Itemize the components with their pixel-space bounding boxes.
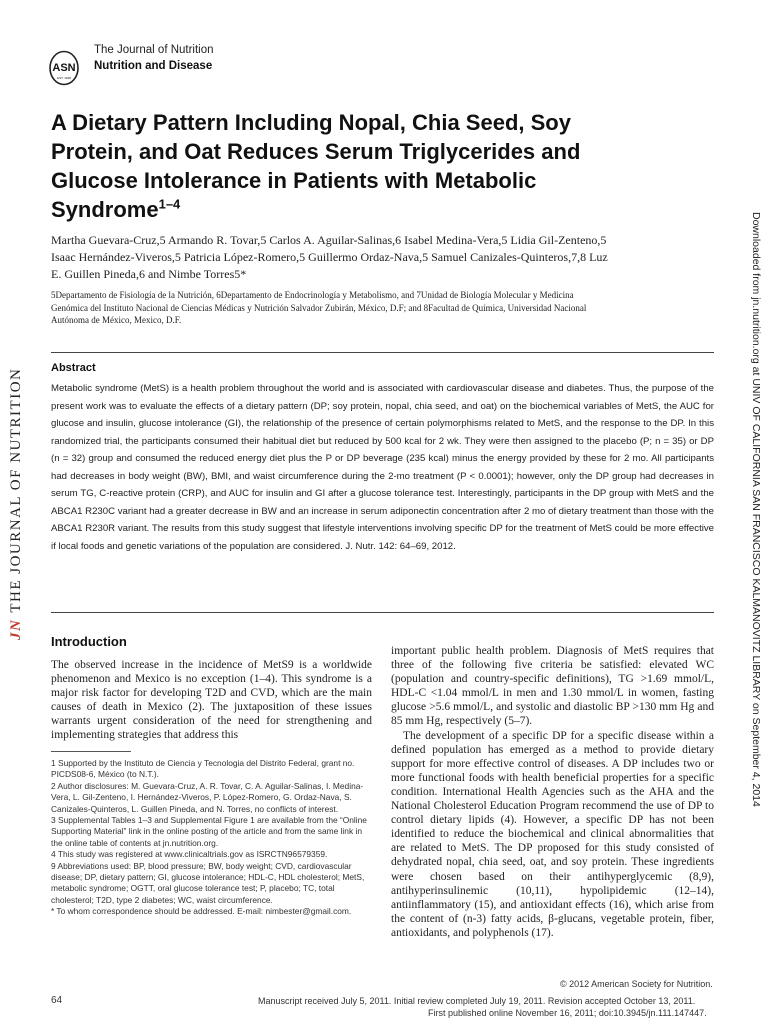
footnote-item: 2 Author disclosures: M. Guevara-Cruz, A. R. Tovar, C. A. Aguilar-Salinas, I. Medina-Vera, L. Gil-Zenteno, I. Hernández-Viveros, P. López-Romero, G. Ordaz-Nava, S. Canizales-Quinteros, L. Guillen Pineda, and N. Torres, no conflicts of interest.: [51, 780, 364, 814]
article-title: [51, 108, 611, 224]
title-footnote-marks: 1–4: [158, 196, 181, 212]
intro-right-paragraph-2: The development of a specific DP for a specific disease within a defined population has emerged as a method to provide dietary support for more effective control of diseases. A DP includes two or more functional foods with health beneficial properties for a specific condition. International Health Agencies such as the AHA and the National Cholesterol Education Program recommend the use of DP to control dietary lipids (4). However, a specific DP has not been identified to reduce the biochemical and clinical abnormalities that are related to MetS. The DP proposed for this study consisted of dehydrated nopal, chia seed, oat, and soy protein. These ingredients were chosen based on their antihyperglycemic (8,9), antihyperinsulinemic (10,11), hypolipidemic (12–14), antiinflammatory (15), and antioxidant effects (16), which arise from the content of (n-3) fatty acids, β-glucans, vegetable protein, fiber, antioxidants, and polyphenols (17).: [391, 729, 714, 939]
abstract-heading: Abstract: [51, 362, 96, 374]
abstract-body: Metabolic syndrome (MetS) is a health problem throughout the world and is associated with cardiovascular disease and diabetes. Thus, the purpose of the present work was to evaluate the effects of a dietary pattern (DP; soy protein, nopal, chia seed, and oat) on the biochemical variables of MetS, the AUC for glucose and insulin, glucose intolerance (GI), the relationship of the presence of certain polymorphisms related to MetS, and the response to the DP. In this randomized trial, the participants consumed their habitual diet but reduced by 500 kcal for 2 wk. They were then assigned to the placebo (P; n = 35) or DP (n = 32) group and consumed the reduced energy diet plus the P or DP beverage (235 kcal) minus the energy provided by these for 2 mo. All participants had decreases in body weight (BW), BMI, and waist circumference during the 2-mo treatment (P < 0.0001); however, only the DP group had decreases in serum TG, C-reactive protein (CRP), and AUC for insulin and GI after a glucose tolerance test. Interestingly, participants in the DP group with MetS and the ABCA1 R230C variant had a greater decrease in BW and an increase in serum adiponectin concentration after 2 mo of dietary treatment than those with the ABCA1 R230R variant. The results from this study suggest that lifestyle interventions involving specific DP for the treatment of MetS could be more effective if local foods and genetic variations of the population are considered. J. Nutr. 142: 64–69, 2012.: [51, 383, 714, 552]
page-number: 64: [51, 995, 63, 1006]
footnote-item: 3 Supplemental Tables 1–3 and Supplemental Figure 1 are available from the “Online Supporting Material” link in the online posting of the article and from the same link in the online table of contents at jn.nutrition.org.: [51, 815, 367, 848]
section-name: Nutrition and Disease: [94, 60, 213, 72]
footnote-rule: [51, 751, 131, 752]
abstract-top-rule: [51, 352, 714, 353]
asn-logo-subtext: EST. 1928: [57, 76, 71, 80]
journal-name: The Journal of Nutrition: [94, 44, 214, 56]
intro-right-column: [391, 644, 714, 940]
footnote-item: 4 This study was registered at www.clinicaltrials.gov as ISRCTN96579359.: [51, 849, 328, 860]
intro-left-paragraph: The observed increase in the incidence of MetS9 is a worldwide phenomenon and Mexico is no exception (1–4). This syndrome is a major risk factor for developing T2D and CVD, which are the main causes of death in Mexico (2). The juxtaposition of these issues warrants urgent consideration of the need for strengthening and implementing strategies that address this: [51, 659, 372, 741]
download-note: Downloaded from jn.nutrition.org at UNIV OF CALIFORNIA SAN FRANCISCO KALMANOVITZ LIBRARY on September 4, 2014: [750, 212, 762, 807]
abstract-bottom-rule: [51, 612, 714, 613]
intro-right-paragraph-1: important public health problem. Diagnosis of MetS requires that three of the following five criteria be satisfied: elevated WC (population and country-specific definitions), TG >1.69 mmol/L, HDL-C <1.04 mmol/L in men and 1.30 mmol/L in women, fasting glucose >5.6 mmol/L, and systolic and diastolic BP >130 mm Hg and 85 mm Hg, respectively (5–7).: [391, 645, 714, 728]
manuscript-received: Manuscript received July 5, 2011. Initial review completed July 19, 2011. Revision accepted October 13, 2011.: [258, 996, 696, 1006]
jn-mark: JN: [8, 618, 24, 640]
author-list: Martha Guevara-Cruz,5 Armando R. Tovar,5 Carlos A. Aguilar-Salinas,6 Isabel Medina-Vera,5 Lidia Gil-Zenteno,5 Isaac Hernández-Viveros,5 Patricia López-Romero,5 Guillermo Ordaz-Nava,5 Samuel Canizales-Quinteros,7,8 Luz E. Guillen Pineda,6 and Nimbe Torres5*: [51, 233, 608, 281]
asn-logo-text: ASN: [52, 62, 76, 74]
asn-logo: [48, 50, 80, 86]
introduction-heading: Introduction: [51, 634, 127, 649]
article-title-text: A Dietary Pattern Including Nopal, Chia Seed, Soy Protein, and Oat Reduces Serum Triglycerides and Glucose Intolerance in Patients with Metabolic Syndrome: [51, 110, 581, 222]
journal-vertical-text: THE JOURNAL OF NUTRITION: [8, 367, 24, 613]
copyright: © 2012 American Society for Nutrition.: [560, 979, 713, 989]
first-published: First published online November 16, 2011; doi:10.3945/jn.111.147447.: [428, 1008, 707, 1018]
footnote-item: * To whom correspondence should be addressed. E-mail: nimbester@gmail.com.: [51, 906, 352, 917]
affiliations: 5Departamento de Fisiología de la Nutrición, 6Departamento de Endocrinología y Metabolismo, and 7Unidad de Biología Molecular y Medicina Genómica del Instituto Nacional de Ciencias Médicas y Nutrición Salvador Zubirán, México, D.F; and 8Facultad de Química, Universidad Nacional Autónoma de México, Mexico, D.F.: [51, 290, 587, 325]
footnote-item: 1 Supported by the Instituto de Ciencia y Tecnologia del Distrito Federal, grant no. PICDS08-6, México (to N.T.).: [51, 758, 355, 780]
footnotes: [51, 758, 369, 918]
journal-vertical-label: [8, 367, 30, 640]
footnote-item: 9 Abbreviations used: BP, blood pressure; BW, body weight; CVD, cardiovascular disease; DP, dietary pattern; GI, glucose intolerance; HDL-C, HDL cholesterol; MetS, metabolic syndrome; OGTT, oral glucose tolerance test; P, placebo; TC, total cholesterol; T2D, type 2 diabetes; WC, waist circumference.: [51, 860, 365, 905]
